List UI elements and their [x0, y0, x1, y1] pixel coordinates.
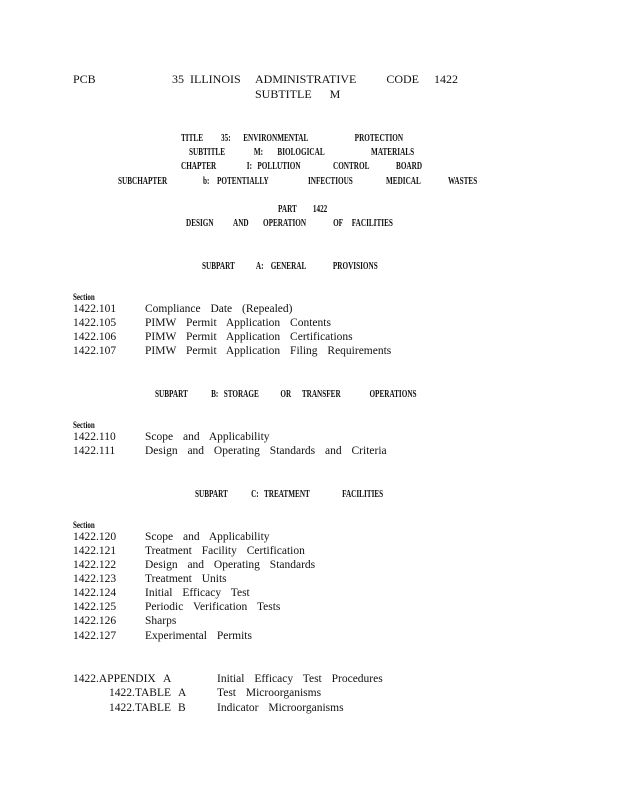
section-title: PIMW Permit Application Certifications: [145, 331, 353, 343]
section-title: Sharps: [145, 615, 177, 627]
section-number: 1422.127: [73, 630, 117, 642]
section-title: Treatment Units: [145, 573, 227, 585]
section-title: Periodic Verification Tests: [145, 601, 281, 613]
section-title: Scope and Applicability: [145, 531, 270, 543]
section-title: Design and Operating Standards and Criteria: [145, 445, 387, 457]
section-number: 1422.121: [73, 545, 117, 557]
section-number: 1422.106: [73, 331, 117, 343]
subchapter-word-infectious: INFECTIOUS: [308, 176, 353, 187]
section-number: 1422.125: [73, 601, 117, 613]
header-title: 35 ILLINOIS ADMINISTRATIVE CODE 1422: [172, 72, 458, 86]
section-title: PIMW Permit Application Filing Requirements: [145, 345, 392, 357]
section-title: PIMW Permit Application Contents: [145, 317, 331, 329]
section-title: Treatment Facility Certification: [145, 545, 305, 557]
table-title: Test Microorganisms: [217, 687, 322, 699]
subpart-c-heading: SUBPART C: TREATMENT FACILITIES: [195, 489, 384, 500]
appendix-letter: A: [163, 673, 172, 685]
section-number: 1422.120: [73, 531, 117, 543]
table-letter: A: [178, 687, 187, 699]
title-line: TITLE 35: ENVIRONMENTAL PROTECTION: [181, 133, 404, 144]
subpart-b-heading: SUBPART B: STORAGE OR TRANSFER OPERATIONS: [155, 389, 417, 400]
section-title: Design and Operating Standards: [145, 559, 316, 571]
subchapter-label: SUBCHAPTER: [118, 176, 168, 187]
table-title: Indicator Microorganisms: [217, 702, 344, 714]
subchapter-letter: b:: [203, 176, 210, 187]
section-number: 1422.107: [73, 345, 117, 357]
header-subtitle: SUBTITLE M: [255, 87, 341, 101]
section-label: Section: [73, 420, 95, 430]
subchapter-word-wastes: WASTES: [448, 176, 478, 187]
subpart-a-heading: SUBPART A: GENERAL PROVISIONS: [202, 261, 378, 272]
subtitle-line: SUBTITLE M: BIOLOGICAL MATERIALS: [189, 147, 415, 158]
section-title: Scope and Applicability: [145, 431, 270, 443]
table-number: 1422.TABLE: [109, 687, 172, 699]
table-number: 1422.TABLE: [109, 702, 172, 714]
section-number: 1422.126: [73, 615, 117, 627]
section-label: Section: [73, 292, 95, 302]
part-number: PART 1422: [278, 204, 328, 215]
part-title: DESIGN AND OPERATION OF FACILITIES: [186, 218, 393, 229]
section-number: 1422.110: [73, 431, 116, 443]
section-label: Section: [73, 520, 95, 530]
section-number: 1422.101: [73, 303, 117, 315]
section-number: 1422.124: [73, 587, 117, 599]
subchapter-word-potentially: POTENTIALLY: [217, 176, 269, 187]
appendix-title: Initial Efficacy Test Procedures: [217, 673, 383, 685]
section-number: 1422.111: [73, 445, 116, 457]
section-title: Initial Efficacy Test: [145, 587, 250, 599]
table-letter: B: [178, 702, 186, 714]
section-title: Experimental Permits: [145, 630, 252, 642]
subchapter-word-medical: MEDICAL: [386, 176, 421, 187]
chapter-line: CHAPTER I: POLLUTION CONTROL BOARD: [181, 161, 423, 172]
appendix-number: 1422.APPENDIX: [73, 673, 156, 685]
section-number: 1422.123: [73, 573, 117, 585]
section-number: 1422.122: [73, 559, 117, 571]
section-title: Compliance Date (Repealed): [145, 303, 293, 315]
header-left: PCB: [73, 72, 96, 86]
section-number: 1422.105: [73, 317, 117, 329]
